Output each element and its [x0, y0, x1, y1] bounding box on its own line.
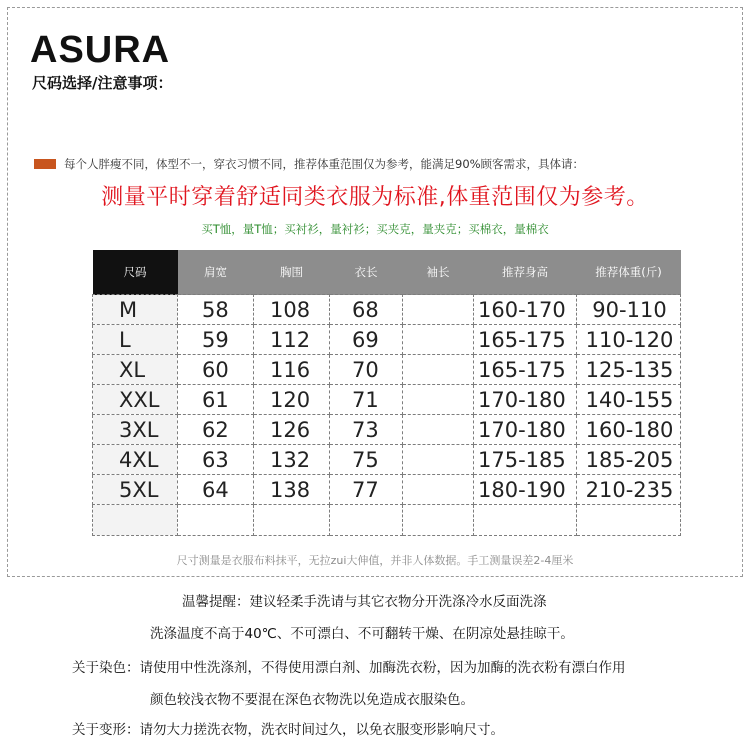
height-cell: 160-170	[474, 295, 577, 325]
table-row	[93, 355, 681, 385]
size-cell	[93, 505, 178, 536]
chest-cell: 120	[254, 385, 330, 415]
height-cell: 180-190	[474, 475, 577, 505]
table-header-row	[93, 250, 681, 295]
orange-bar-icon	[34, 159, 56, 169]
weight-cell: 140-155	[577, 385, 681, 415]
weight-cell: 125-135	[577, 355, 681, 385]
chest-cell	[254, 505, 330, 536]
table-row	[93, 385, 681, 415]
length-cell: 71	[330, 385, 403, 415]
shoulder-cell: 59	[178, 325, 254, 355]
care-tip-line1	[182, 590, 547, 610]
size-cell: M	[93, 295, 178, 325]
sleeve-cell	[403, 415, 474, 445]
headline: 测量平时穿着舒适同类衣服为标准,体重范围仅为参考。	[101, 185, 649, 210]
chest-cell: 108	[254, 295, 330, 325]
table-row	[93, 325, 681, 355]
care-dye-label: 关于染色：	[72, 660, 140, 676]
table-row	[93, 295, 681, 325]
weight-cell: 90-110	[577, 295, 681, 325]
height-cell	[474, 505, 577, 536]
care-dye-line2: 颜色较浅衣物不要混在深色衣物洗以免造成衣服染色。	[150, 692, 474, 708]
chest-cell: 138	[254, 475, 330, 505]
height-cell: 175-185	[474, 445, 577, 475]
shoulder-cell: 64	[178, 475, 254, 505]
table-row-empty	[93, 505, 681, 536]
sleeve-cell	[403, 475, 474, 505]
header-length: 衣长	[330, 250, 403, 295]
length-cell: 69	[330, 325, 403, 355]
weight-cell: 110-120	[577, 325, 681, 355]
header-size: 尺码	[93, 250, 178, 295]
chest-cell: 126	[254, 415, 330, 445]
header-height: 推荐身高	[474, 250, 577, 295]
shoulder-cell: 58	[178, 295, 254, 325]
weight-cell	[577, 505, 681, 536]
shoulder-cell: 60	[178, 355, 254, 385]
sleeve-cell	[403, 295, 474, 325]
note-row	[34, 156, 584, 172]
size-cell: 5XL	[93, 475, 178, 505]
chest-cell: 116	[254, 355, 330, 385]
weight-cell: 160-180	[577, 415, 681, 445]
size-table	[92, 250, 681, 536]
header-chest: 胸围	[254, 250, 330, 295]
sleeve-cell	[403, 505, 474, 536]
length-cell: 73	[330, 415, 403, 445]
size-cell: L	[93, 325, 178, 355]
care-dye-line1	[72, 656, 626, 676]
length-cell: 70	[330, 355, 403, 385]
header-sleeve: 袖长	[403, 250, 474, 295]
weight-cell: 210-235	[577, 475, 681, 505]
care-dye-text: 请使用中性洗涤剂，不得使用漂白剂、加酶洗衣粉，因为加酶的洗衣粉有漂白作用	[139, 660, 626, 676]
care-deform-label: 关于变形：	[72, 722, 140, 738]
height-cell: 165-175	[474, 325, 577, 355]
length-cell: 77	[330, 475, 403, 505]
measurement-disclaimer: 尺寸测量是衣服布料抹平，无拉zui大伸值，并非人体数据。手工测量误差2-4厘米	[176, 554, 574, 567]
height-cell: 170-180	[474, 385, 577, 415]
measure-tags: 买T恤，量T恤；买衬衫，量衬衫；买夹克，量夹克；买棉衣，量棉衣	[201, 222, 549, 236]
section-title: 尺码选择/注意事项：	[32, 74, 173, 92]
weight-cell: 185-205	[577, 445, 681, 475]
care-tip-text: 建议轻柔手洗请与其它衣物分开洗涤冷水反面洗涤	[249, 594, 547, 610]
care-deform-line	[72, 718, 504, 738]
sleeve-cell	[403, 445, 474, 475]
table-row	[93, 475, 681, 505]
size-cell: 3XL	[93, 415, 178, 445]
sleeve-cell	[403, 325, 474, 355]
shoulder-cell	[178, 505, 254, 536]
shoulder-cell: 63	[178, 445, 254, 475]
header-shoulder: 肩宽	[178, 250, 254, 295]
table-row	[93, 445, 681, 475]
care-tip-label: 温馨提醒：	[182, 594, 250, 610]
care-deform-text: 请勿大力搓洗衣物，洗衣时间过久，以免衣服变形影响尺寸。	[139, 722, 504, 738]
length-cell: 75	[330, 445, 403, 475]
length-cell	[330, 505, 403, 536]
size-cell: XL	[93, 355, 178, 385]
shoulder-cell: 62	[178, 415, 254, 445]
table-row	[93, 415, 681, 445]
size-cell: 4XL	[93, 445, 178, 475]
note-text: 每个人胖瘦不同，体型不一，穿衣习惯不同，推荐体重范围仅为参考，能满足90%顾客需求，具体请：	[64, 157, 585, 171]
sleeve-cell	[403, 355, 474, 385]
brand-logo: ASURA	[30, 29, 171, 71]
sleeve-cell	[403, 385, 474, 415]
chest-cell: 132	[254, 445, 330, 475]
height-cell: 165-175	[474, 355, 577, 385]
size-cell: XXL	[93, 385, 178, 415]
length-cell: 68	[330, 295, 403, 325]
header-weight: 推荐体重(斤)	[577, 250, 681, 295]
shoulder-cell: 61	[178, 385, 254, 415]
chest-cell: 112	[254, 325, 330, 355]
care-tip-line2: 洗涤温度不高于40℃、不可漂白、不可翻转干燥、在阴凉处悬挂晾干。	[150, 626, 574, 642]
height-cell: 170-180	[474, 415, 577, 445]
